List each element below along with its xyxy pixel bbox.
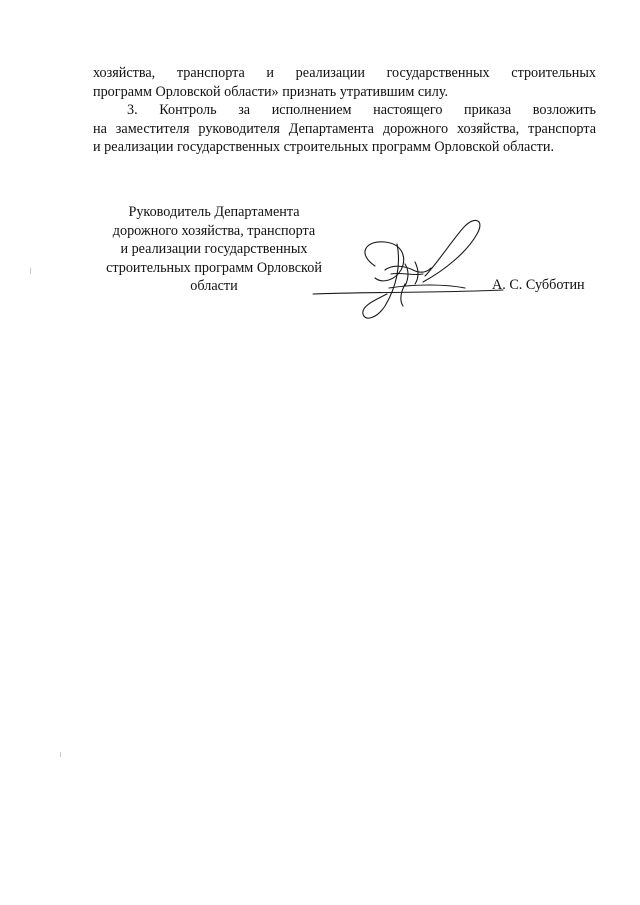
signer-name: А. С. Субботин <box>492 277 585 293</box>
text-line: и реализации государственных строительных программ Орловской области. <box>93 139 554 155</box>
signer-position-line: дорожного хозяйства, транспорта <box>112 222 316 239</box>
text-line: программ Орловской области» признать утратившим силу. <box>93 83 449 100</box>
paragraph-continuation <box>93 64 596 101</box>
handwritten-signature <box>305 214 510 326</box>
text-line: хозяйства, транспорта и реализации государственных строительных <box>93 65 596 81</box>
text-line: на заместителя руководителя Департамента дорожного хозяйства, транспорта <box>93 120 596 137</box>
paragraph-item-3 <box>93 101 596 157</box>
scan-margin-mark <box>60 752 61 757</box>
signer-position-line: строительных программ Орловской <box>106 259 322 276</box>
signer-position-line: области <box>190 278 238 294</box>
text-line: 3. Контроль за исполнением настоящего приказа возложить <box>127 102 596 118</box>
signer-position-line: Руководитель Департамента <box>128 204 300 220</box>
signer-position <box>88 203 340 296</box>
scan-margin-mark <box>30 268 31 274</box>
signer-position-line: и реализации государственных <box>120 241 308 257</box>
